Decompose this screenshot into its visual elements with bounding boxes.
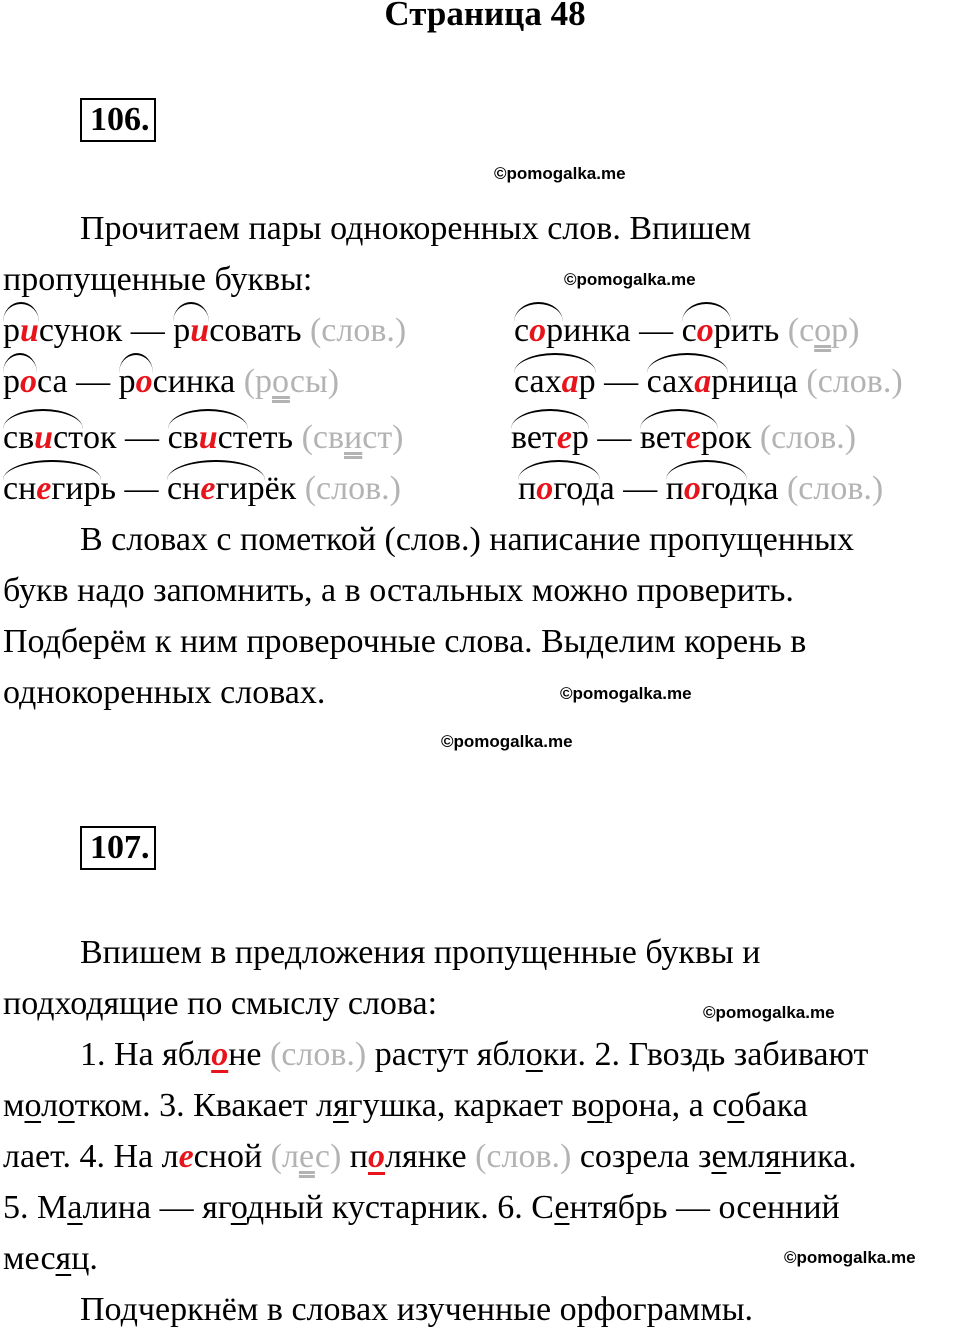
missing-letter: о <box>696 312 714 349</box>
missing-letter: и <box>198 419 218 456</box>
sentence-line <box>3 1239 98 1279</box>
text: тком. 3. Квакает л <box>74 1087 334 1124</box>
pair-line <box>511 418 856 458</box>
word-root <box>511 418 589 458</box>
orthogram: о <box>727 1087 745 1124</box>
hint: (св <box>301 419 345 456</box>
word-root <box>3 362 37 402</box>
missing-letter-underlined: о <box>368 1138 385 1175</box>
watermark: ©pomogalka.me <box>441 732 573 751</box>
hint-orthogram: о <box>814 312 832 349</box>
sentence-line <box>3 1137 857 1177</box>
word-root <box>518 469 600 509</box>
sentence-line <box>80 1035 868 1075</box>
text: п <box>665 470 684 507</box>
word-root <box>666 469 748 509</box>
paragraph: Впишем в предложения пропущенные буквы и <box>80 934 761 971</box>
hint: (р <box>243 363 273 400</box>
text: ница <box>728 363 807 400</box>
text: сной <box>193 1138 271 1175</box>
text: нтябрь — осенний <box>569 1189 840 1226</box>
missing-letter: о <box>135 363 153 400</box>
text: созрела з <box>571 1138 712 1175</box>
text: м <box>3 1087 25 1124</box>
missing-letter: о <box>536 470 554 507</box>
word-root <box>3 311 39 351</box>
missing-letter: и <box>190 312 210 349</box>
text: р <box>713 312 731 349</box>
text: 5. М <box>3 1189 68 1226</box>
text: ь — <box>100 470 168 507</box>
text: са — <box>37 363 119 400</box>
word-root <box>514 362 596 402</box>
text: с <box>514 312 530 349</box>
orthogram: а <box>67 1189 83 1226</box>
text: п <box>341 1138 368 1175</box>
word-root <box>167 469 265 509</box>
text: р <box>3 312 20 349</box>
hint: (слов.) <box>786 470 884 507</box>
word-root <box>119 362 153 402</box>
watermark: ©pomogalka.me <box>560 684 692 703</box>
orthogram: я <box>333 1087 349 1124</box>
watermark: ©pomogalka.me <box>703 1003 835 1022</box>
orthogram: е <box>711 1138 727 1175</box>
page-title: Страница 48 <box>384 0 586 33</box>
text: а — <box>599 470 666 507</box>
orthogram: я <box>765 1138 781 1175</box>
exercise-number-106: 106. <box>80 98 156 142</box>
paragraph: Прочитаем пары однокоренных слов. Впишем <box>80 210 752 247</box>
word-root <box>682 311 731 351</box>
missing-letter: о <box>683 470 701 507</box>
hint: (слов.) <box>309 312 407 349</box>
orthogram: о <box>525 1036 543 1073</box>
text: совать <box>209 312 310 349</box>
paragraph: однокоренных словах. <box>3 674 326 711</box>
missing-letter: е <box>556 419 572 456</box>
pair-line <box>3 311 406 351</box>
text: еть <box>247 419 302 456</box>
paragraph: букв надо запомнить, а в остальных можно проверить. <box>3 572 794 609</box>
missing-letter: а <box>561 363 579 400</box>
text: ка <box>747 470 787 507</box>
pair-line <box>3 418 404 458</box>
text: 1. На ябл <box>80 1036 212 1073</box>
text: св <box>167 419 199 456</box>
hint-orthogram: о <box>272 363 290 400</box>
text: с <box>681 312 697 349</box>
orthogram: о <box>230 1189 247 1226</box>
pair-line <box>3 469 401 509</box>
paragraph: Подчеркнём в словах изученные орфограммы. <box>80 1291 754 1328</box>
word-root <box>640 418 718 458</box>
orthogram: о <box>587 1087 605 1124</box>
sentence-line <box>3 1188 840 1228</box>
word-root <box>3 418 83 458</box>
missing-letter: и <box>34 419 54 456</box>
hint: с) <box>314 1138 342 1175</box>
hint: (слов.) <box>759 419 857 456</box>
text: р <box>3 363 20 400</box>
paragraph: В словах с пометкой (слов.) написание пропущенных <box>80 521 854 558</box>
text: сн <box>167 470 201 507</box>
hint: (с <box>787 312 815 349</box>
text: лает. 4. На л <box>3 1138 179 1175</box>
pair-line <box>514 311 860 351</box>
hint: сы) <box>289 363 340 400</box>
text: — <box>595 363 647 400</box>
text: сн <box>3 470 37 507</box>
missing-letter-underlined: о <box>211 1036 229 1073</box>
text: мл <box>726 1138 766 1175</box>
text: сах <box>514 363 562 400</box>
word-root <box>168 418 248 458</box>
text: лина — яг <box>82 1189 231 1226</box>
text: мес <box>3 1240 56 1277</box>
text: ст <box>217 419 248 456</box>
text: бака <box>744 1087 808 1124</box>
hint: ст) <box>362 419 404 456</box>
text: р <box>173 312 191 349</box>
text: сунок — <box>38 312 174 349</box>
sentence-line <box>3 1086 808 1126</box>
pair-line <box>518 469 883 509</box>
word-root <box>3 469 101 509</box>
text: год <box>700 470 748 507</box>
text: р <box>711 363 729 400</box>
missing-letter: о <box>20 363 37 400</box>
watermark: ©pomogalka.me <box>494 164 626 183</box>
text: р <box>578 363 596 400</box>
text: ок — <box>83 419 168 456</box>
watermark: ©pomogalka.me <box>784 1248 916 1267</box>
hint: (слов.) <box>270 1036 367 1073</box>
word-root <box>647 362 729 402</box>
text: р <box>571 419 589 456</box>
text: растут ябл <box>366 1036 526 1073</box>
paragraph: Подберём к ним проверочные слова. Выделим корень в <box>3 623 807 660</box>
text: р <box>546 312 564 349</box>
hint: (слов.) <box>806 363 903 400</box>
text: св <box>3 419 35 456</box>
text: р <box>700 419 718 456</box>
text: ить <box>730 312 788 349</box>
text: вет <box>511 419 557 456</box>
text: ёк <box>264 470 305 507</box>
text: п <box>518 470 537 507</box>
watermark: ©pomogalka.me <box>564 270 696 289</box>
hint: (слов.) <box>304 470 401 507</box>
exercise-number-107: 107. <box>80 826 156 870</box>
text: гир <box>215 470 265 507</box>
orthogram: о <box>58 1087 75 1124</box>
text: дный кустарник. 6. С <box>246 1189 555 1226</box>
text: ц. <box>71 1240 98 1277</box>
paragraph: подходящие по смыслу слова: <box>3 985 438 1022</box>
text: синка <box>152 363 244 400</box>
text: вет <box>639 419 686 456</box>
text: сах <box>646 363 695 400</box>
text: ок <box>717 419 760 456</box>
missing-letter: о <box>529 312 547 349</box>
hint: р) <box>831 312 860 349</box>
hint-orthogram: и <box>344 419 363 456</box>
missing-letter: е <box>685 419 701 456</box>
text: гир <box>51 470 101 507</box>
hint-orthogram: е <box>298 1138 315 1175</box>
missing-letter: а <box>694 363 712 400</box>
hint: (слов.) <box>475 1138 572 1175</box>
pair-line <box>3 362 339 402</box>
text: — <box>588 419 640 456</box>
orthogram: о <box>24 1087 42 1124</box>
text: инка — <box>563 312 682 349</box>
missing-letter: е <box>36 470 52 507</box>
missing-letter: е <box>178 1138 194 1175</box>
text: не <box>228 1036 270 1073</box>
text: ки. 2. Гвоздь забивают <box>542 1036 869 1073</box>
text: рона, а с <box>604 1087 728 1124</box>
text: л <box>41 1087 59 1124</box>
text: год <box>553 470 600 507</box>
pair-line <box>514 362 903 402</box>
hint: (л <box>270 1138 299 1175</box>
text: р <box>118 363 136 400</box>
missing-letter: е <box>200 470 216 507</box>
text: лянке <box>385 1138 476 1175</box>
text: ст <box>53 419 84 456</box>
word-root <box>514 311 563 351</box>
missing-letter: и <box>20 312 39 349</box>
text: гушка, каркает в <box>348 1087 588 1124</box>
orthogram: е <box>554 1189 570 1226</box>
text: ника. <box>780 1138 857 1175</box>
word-root <box>173 311 209 351</box>
orthogram: я <box>55 1240 72 1277</box>
paragraph: пропущенные буквы: <box>3 261 313 298</box>
